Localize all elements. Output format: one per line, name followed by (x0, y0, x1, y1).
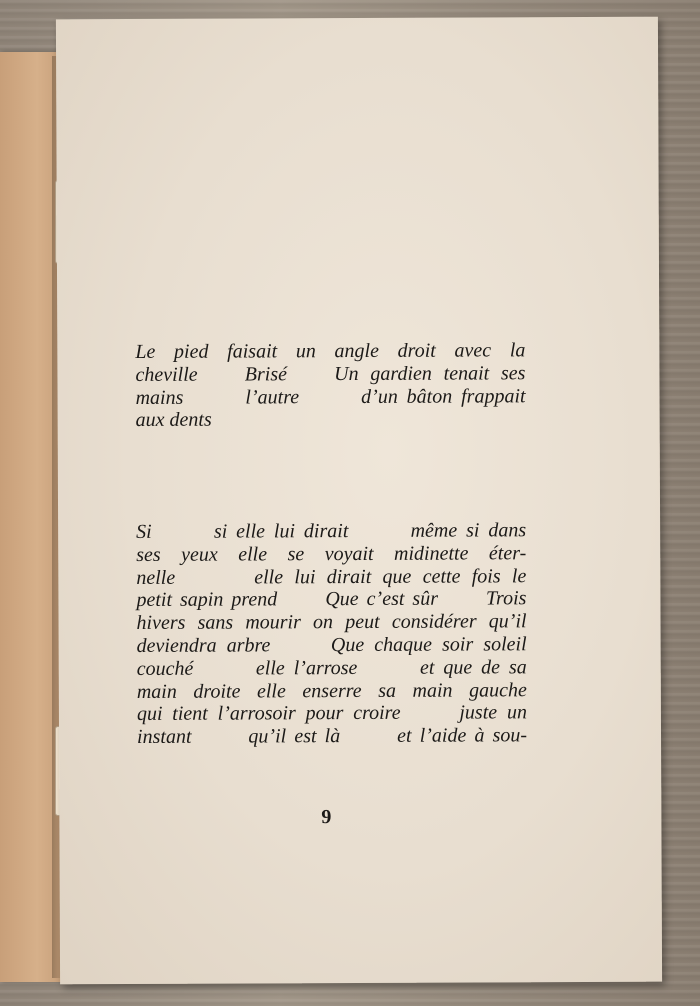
stanza-line: cheville Brisé Un gardien tenait ses (135, 362, 526, 386)
stanza-line: hivers sans mourir on peut considérer qu’il (136, 610, 527, 635)
stanza-line: ses yeux elle se voyait midinette éter- (136, 542, 527, 566)
stanza-line: main droite elle enserre sa main gauche (136, 678, 527, 703)
stanza-line: aux dents (135, 409, 212, 432)
stanza-line: couché elle l’arrose et que de sa (136, 656, 527, 680)
stanza-line: deviendra arbre Que chaque soir soleil (136, 633, 527, 657)
stanza-line: Le pied faisait un angle droit avec la (135, 339, 526, 363)
stanza-1 (135, 339, 525, 432)
stanza-line: qui tient l’arrosoir pour croire juste un (136, 701, 527, 726)
page-number: 9 (321, 806, 332, 829)
stanza-2 (136, 519, 527, 749)
stanza-line: Si si elle lui dirait même si dans (136, 519, 527, 543)
stanza-line: mains l’autre d’un bâton frappait (135, 384, 526, 409)
stanza-line: instant qu’il est là et l’aide à sou- (136, 724, 528, 749)
stanza-line: nelle elle lui dirait que cette fois le (136, 564, 527, 589)
stanza-line: petit sapin prend Que c’est sûr Trois (136, 587, 527, 612)
book-page (56, 17, 662, 985)
